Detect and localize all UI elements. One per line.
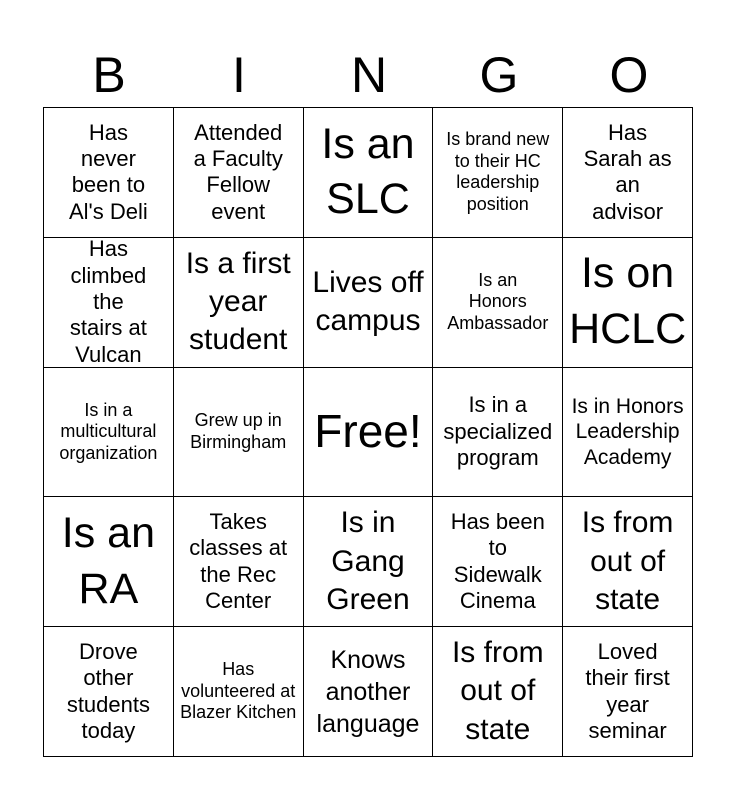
header-letter-g: G: [479, 47, 519, 103]
bingo-cell-text: Has volunteered at Blazer Kitchen: [180, 659, 297, 723]
bingo-cell-text: Drove other students today: [66, 638, 150, 743]
bingo-header: [44, 44, 694, 106]
bingo-cell-text: Has Sarah as an advisor: [583, 119, 672, 224]
bingo-cell[interactable]: [433, 368, 563, 498]
free-space-cell[interactable]: [304, 368, 434, 498]
bingo-cell[interactable]: [433, 238, 563, 368]
bingo-cell[interactable]: [174, 497, 304, 627]
bingo-grid: [43, 107, 693, 757]
bingo-cell[interactable]: [304, 238, 434, 368]
bingo-cell[interactable]: [433, 627, 563, 757]
bingo-cell-text: Is in a multicultural organization: [59, 399, 158, 463]
bingo-cell-text: Is an Honors Ambassador: [447, 269, 549, 333]
bingo-cell[interactable]: [304, 497, 434, 627]
header-letter-i: I: [232, 47, 246, 103]
bingo-cell[interactable]: [174, 368, 304, 498]
bingo-cell[interactable]: [563, 497, 693, 627]
bingo-cell[interactable]: [174, 627, 304, 757]
bingo-cell-text: Is a first year student: [185, 246, 291, 357]
bingo-cell-text: Has been to Sidewalk Cinema: [450, 509, 545, 614]
bingo-cell-text: Attended a Faculty Fellow event: [193, 119, 283, 224]
bingo-cell[interactable]: [433, 497, 563, 627]
bingo-cell-text: Has climbed the stairs at Vulcan: [69, 237, 147, 367]
bingo-cell[interactable]: [563, 368, 693, 498]
header-letter-b: B: [92, 47, 126, 103]
bingo-cell-text: Is in Gang Green: [326, 506, 410, 616]
bingo-cell-text: Lives off campus: [312, 265, 424, 338]
bingo-cell-text: Is from out of state: [451, 636, 544, 746]
bingo-cell[interactable]: [563, 627, 693, 757]
bingo-cell-text: Is an RA: [61, 508, 156, 613]
bingo-cell-text: Is in Honors Leadership Academy: [571, 395, 684, 469]
bingo-cell-text: Grew up in Birmingham: [190, 410, 287, 452]
bingo-cell-text: Is brand new to their HC leadership position: [446, 129, 550, 214]
bingo-cell-text: Is on HCLC: [569, 249, 687, 354]
bingo-cell[interactable]: [304, 627, 434, 757]
bingo-cell[interactable]: [174, 108, 304, 238]
bingo-cell-text: Is an SLC: [321, 119, 415, 224]
bingo-cell[interactable]: [44, 497, 174, 627]
bingo-cell-text: Has never been to Al's Deli: [69, 119, 148, 224]
bingo-cell[interactable]: [563, 238, 693, 368]
bingo-cell[interactable]: [304, 108, 434, 238]
bingo-cell[interactable]: [44, 627, 174, 757]
bingo-cell-text: Knows another language: [316, 645, 420, 738]
bingo-cell[interactable]: [433, 108, 563, 238]
header-letter-o: O: [609, 47, 649, 103]
bingo-cell-text: Loved their first year seminar: [585, 638, 670, 743]
header-letter-n: N: [350, 47, 388, 103]
bingo-cell[interactable]: [44, 108, 174, 238]
free-space-text: Free!: [314, 405, 422, 458]
bingo-cell-text: Is in a specialized program: [443, 392, 553, 471]
bingo-cell[interactable]: [44, 238, 174, 368]
bingo-cell[interactable]: [563, 108, 693, 238]
bingo-cell-text: Is from out of state: [581, 506, 674, 616]
bingo-cell[interactable]: [174, 238, 304, 368]
bingo-cell[interactable]: [44, 368, 174, 498]
bingo-cell-text: Takes classes at the Rec Center: [189, 509, 288, 614]
